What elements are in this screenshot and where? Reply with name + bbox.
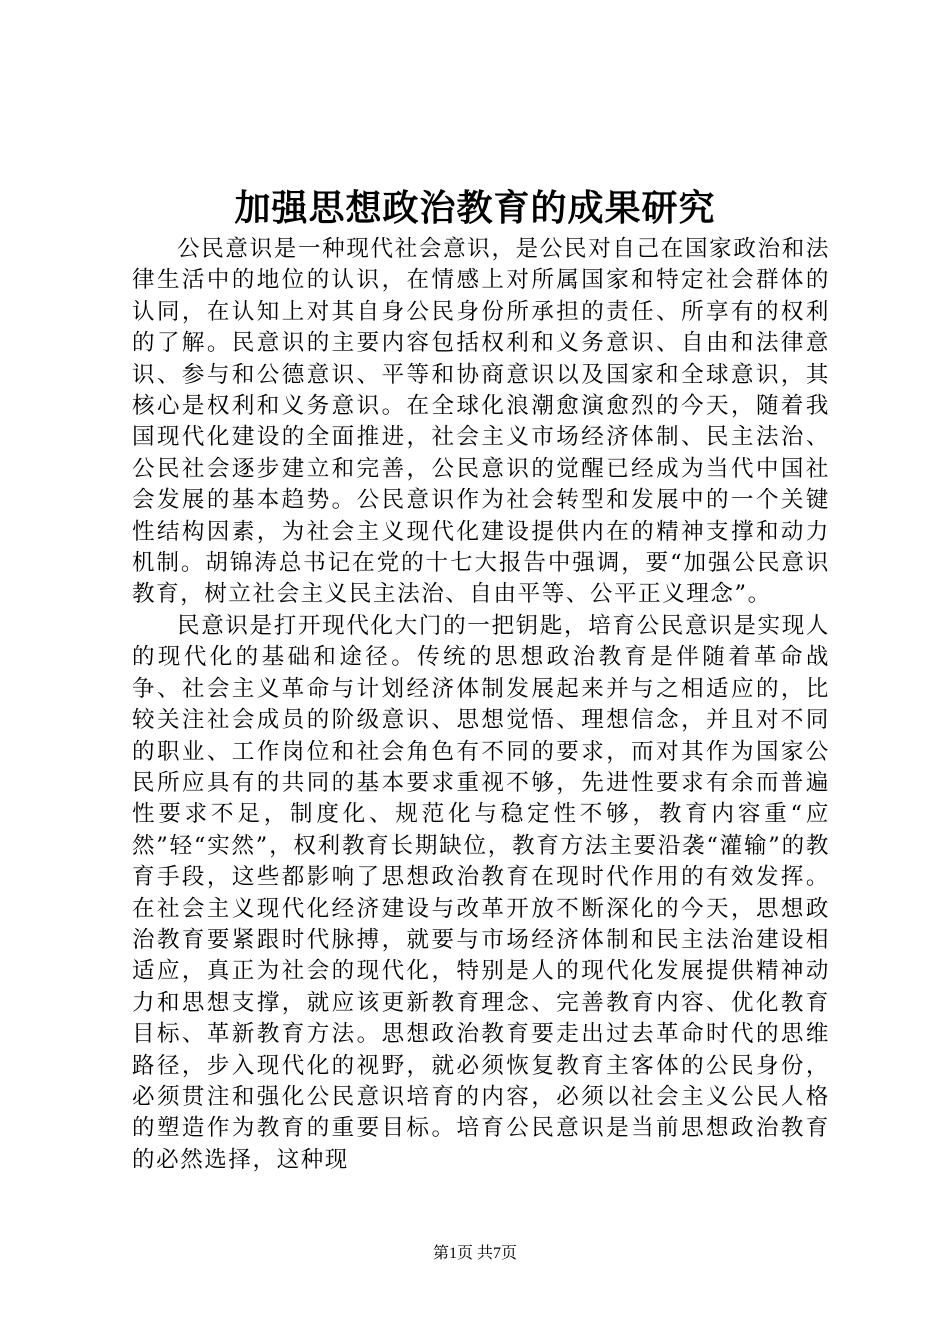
page-number: 第1页 共7页	[432, 1245, 517, 1262]
document-title: 加强思想政治教育的成果研究	[234, 187, 716, 229]
paragraph: 民意识是打开现代化大门的一把钥匙，培育公民意识是实现人的现代化的基础和途径。传统的思想政治教育是伴随着革命战争、社会主义革命与计划经济体制发展起来并与之相适应的，比较关注社会成员的阶级意识、思想觉悟、理想信念，并且对不同的职业、工作岗位和社会角色有不同的要求，而对其作为国家公民所应具有的共同的基本要求重视不够，先进性要求有余而普遍性要求不足，制度化、规范化与稳定性不够，教育内容重“应然”轻“实然”，权利教育长期缺位，教育方法主要沿袭“灌输”的教育手段，这些都影响了思想政治教育在现时代作用的有效发挥。在社会主义现代化经济建设与改革开放不断深化的今天，思想政治教育要紧跟时代脉搏，就要与市场经济体制和民主法治建设相适应，真正为社会的现代化，特别是人的现代化发展提供精神动力和思想支撑，就应该更新教育理念、完善教育内容、优化教育目标、革新教育方法。思想政治教育要走出过去革命时代的思维路径，步入现代化的视野，就必须恢复教育主客体的公民身份，必须贯注和强化公民意识培育的内容，必须以社会主义公民人格的塑造作为教育的重要目标。培育公民意识是当前思想政治教育的必然选择，这种现	[132, 612, 830, 1173]
document-body	[132, 234, 830, 1176]
paragraph: 公民意识是一种现代社会意识，是公民对自己在国家政治和法律生活中的地位的认识，在情感上对所属国家和特定社会群体的认同，在认知上对其自身公民身份所承担的责任、所享有的权利的了解。民意识的主要内容包括权利和义务意识、自由和法律意识、参与和公德意识、平等和协商意识以及国家和全球意识，其核心是权利和义务意识。在全球化浪潮愈演愈烈的今天，随着我国现代化建设的全面推进，社会主义市场经济体制、民主法治、公民社会逐步建立和完善，公民意识的觉醒已经成为当代中国社会发展的基本趋势。公民意识作为社会转型和发展中的一个关键性结构因素，为社会主义现代化建设提供内在的精神支撑和动力机制。胡锦涛总书记在党的十七大报告中强调，要“加强公民意识教育，树立社会主义民主法治、自由平等、公平正义理念”。	[132, 236, 830, 608]
